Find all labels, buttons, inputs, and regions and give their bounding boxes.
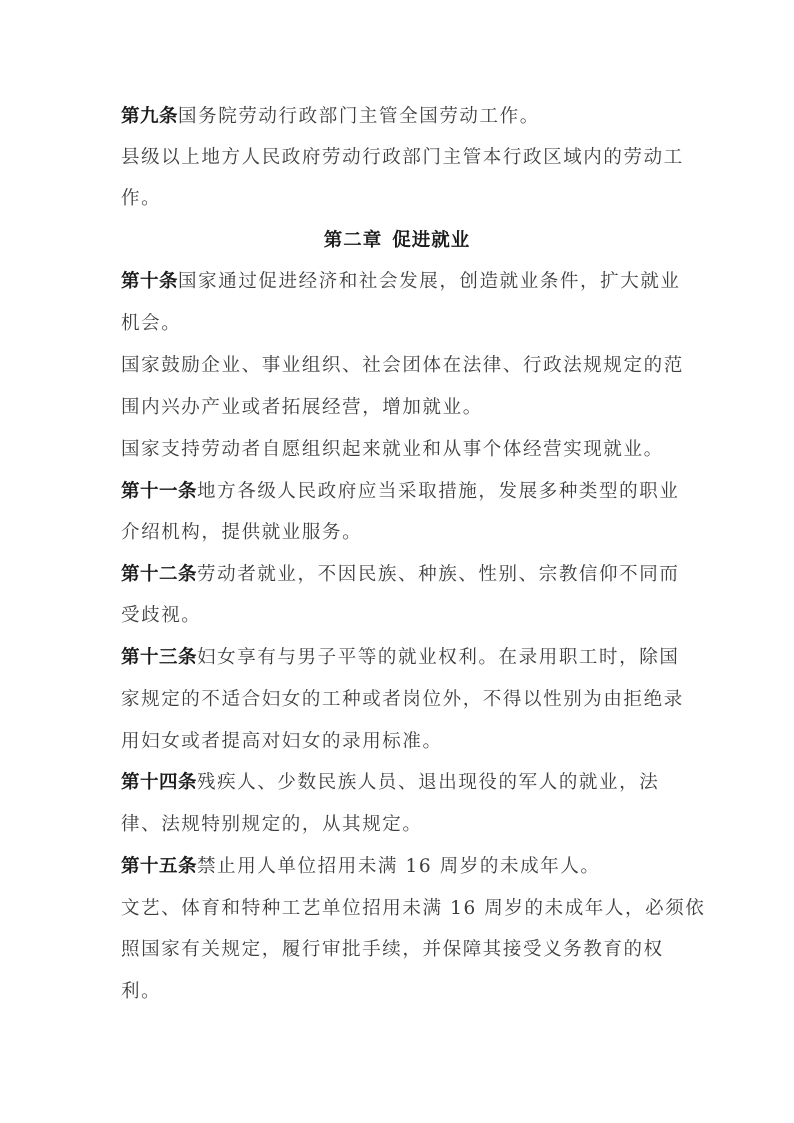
article-10-line-1 (121, 270, 681, 294)
article-text: 禁止用人单位招用未满 16 周岁的未成年人。 (197, 856, 601, 877)
article-text: 国家通过促进经济和社会发展，创造就业条件，扩大就业 (178, 271, 681, 292)
article-label: 第十五条 (121, 856, 198, 877)
article-label: 第十二条 (121, 564, 198, 585)
article-11-line-1 (121, 480, 679, 504)
article-15-line-1 (121, 855, 601, 879)
article-label: 第九条 (121, 106, 179, 127)
article-text: 地方各级人民政府应当采取措施，发展多种类型的职业 (197, 481, 680, 502)
article-text: 国务院劳动行政部门主管全国劳动工作。 (178, 106, 540, 127)
article-text: 劳动者就业，不因民族、种族、性别、宗教信仰不同而 (197, 564, 680, 585)
article-9-para-2-line-1: 县级以上地方人民政府劳动行政部门主管本行政区域内的劳动工 (121, 147, 684, 168)
article-12-line-1 (121, 563, 679, 587)
article-10-para-2-line-2: 围内兴办产业或者拓展经营，增加就业。 (121, 397, 483, 418)
article-13-line-1 (121, 646, 679, 670)
article-12-line-2: 受歧视。 (121, 605, 202, 626)
article-14-line-2: 律、法规特别规定的，从其规定。 (121, 814, 423, 835)
article-9-para-2-line-2: 作。 (121, 188, 162, 209)
article-15-para-2-line-2: 照国家有关规定，履行审批手续，并保障其接受义务教育的权 (121, 939, 664, 960)
chapter-title: 促进就业 (392, 230, 471, 251)
chapter-heading (0, 229, 794, 253)
chapter-number: 第二章 (323, 230, 383, 251)
article-10-line-2: 机会。 (121, 313, 182, 334)
article-15-para-2-line-3: 利。 (121, 981, 162, 1002)
article-13-line-2: 家规定的不适合妇女的工种或者岗位外，不得以性别为由拒绝录 (121, 689, 684, 710)
article-10-para-2-line-1: 国家鼓励企业、事业组织、社会团体在法律、行政法规规定的范 (121, 355, 684, 376)
article-label: 第十四条 (121, 772, 198, 793)
article-text: 残疾人、少数民族人员、退出现役的军人的就业，法 (197, 772, 660, 793)
article-label: 第十一条 (121, 481, 198, 502)
article-label: 第十条 (121, 271, 179, 292)
article-9-line-1 (121, 105, 540, 129)
article-13-line-3: 用妇女或者提高对妇女的录用标准。 (121, 731, 443, 752)
article-11-line-2: 介绍机构，提供就业服务。 (121, 522, 363, 543)
article-15-para-2-line-1: 文艺、体育和特种工艺单位招用未满 16 周岁的未成年人，必须依 (121, 898, 706, 919)
article-text: 妇女享有与男子平等的就业权利。在录用职工时，除国 (197, 647, 680, 668)
article-label: 第十三条 (121, 647, 198, 668)
article-10-para-3-line-1: 国家支持劳动者自愿组织起来就业和从事个体经营实现就业。 (121, 439, 664, 460)
article-14-line-1 (121, 771, 659, 795)
